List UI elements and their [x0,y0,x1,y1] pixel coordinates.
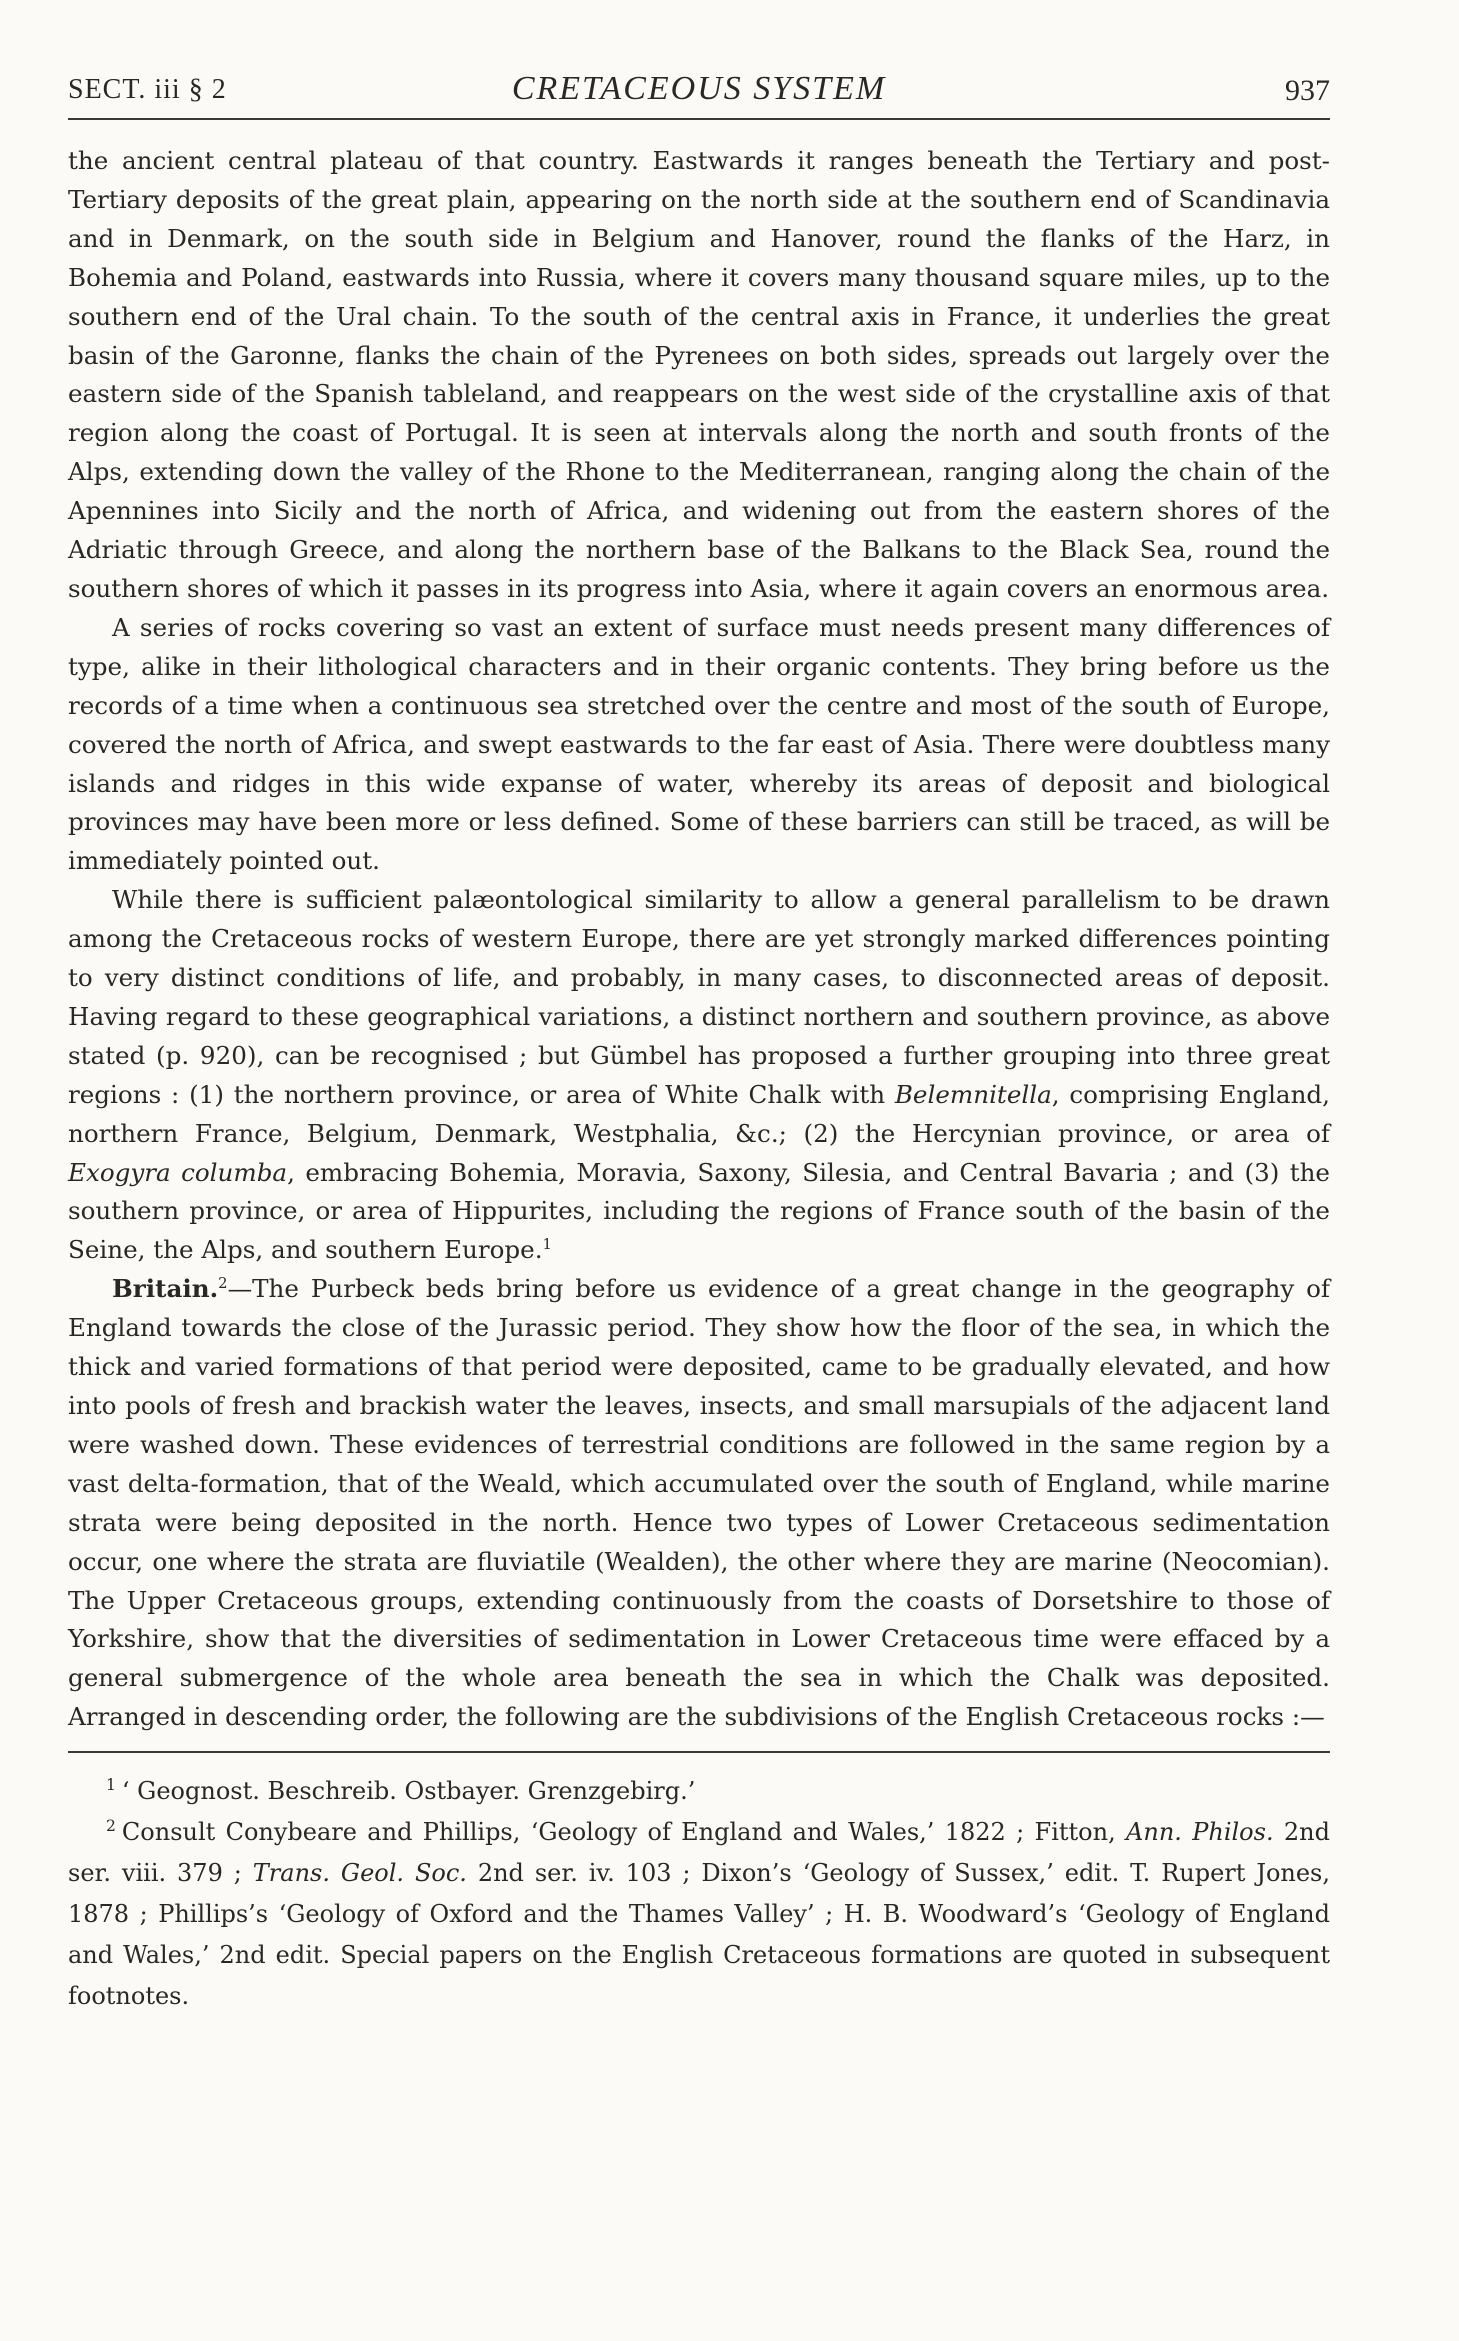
footnote-2-mark: 2 [106,1817,116,1836]
footnotes [68,1771,1330,2017]
paragraph-3 [68,881,1330,1270]
footnote-1-text: ‘ Geognost. Beschreib. Ostbayer. Grenzgebirg.’ [121,1777,696,1806]
footnote-2 [68,1812,1330,2017]
section-heading-britain: Britain. [112,1274,219,1304]
footnote-2-journal-ann: Ann. Philos. [1126,1818,1274,1847]
footnote-2-text-c: 2nd ser. iv. 103 ; Dixon’s ‘Geology of Sussex,’ edit. T. Rupert Jones, 1878 ; Phillips’s ‘Geology of Oxford and the Thames Valley’ ; H. B. Woodward’s ‘Geology of England and Wales,’ 2nd edit. Special papers on the English Cretaceous formations are quoted in subsequent footnotes. [68,1859,1331,2011]
footnote-ref-2[interactable]: 2 [218,1275,228,1293]
paragraph-4 [68,1270,1330,1737]
footnote-1 [68,1771,1330,1812]
paragraph-2: A series of rocks covering so vast an extent of surface must needs present many differences of type, alike in their lithological characters and in their organic contents. They bring before us the records of a time when a continuous sea stretched over the centre and most of the south of Europe, covered the north of Africa, and swept eastwards to the far east of Asia. There were doubtless many islands and ridges in this wide expanse of water, whereby its areas of deposit and biological provinces may have been more or less defined. Some of these barriers can still be traced, as will be immediately pointed out. [68,612,1330,876]
book-page [68,70,1330,2017]
page-number: 937 [1285,74,1330,107]
running-title: CRETACEOUS SYSTEM [511,70,887,107]
paragraph-4-text: —The Purbeck beds bring before us evidence of a great change in the geography of England towards the close of the Jurassic period. They show how the floor of the sea, in which the thick and varied formations of that period were deposited, came to be gradually elevated, and how into pools of fresh and brackish water the leaves, insects, and small marsupials of the adjacent land were washed down. These evidences of terrestrial conditions are followed in the same region by a vast delta-formation, that of the Weald, which accumulated over the south of England, while marine strata were being deposited in the north. Hence two types of Lower Cretaceous sedimentation occur, one where the strata are fluviatile (Wealden), the other where they are marine (Neocomian). The Upper Cretaceous groups, extending continuously from the coasts of Dorsetshire to those of Yorkshire, show that the diversities of sedimentation in Lower Cretaceous time were effaced by a general submergence of the whole area beneath the sea in which the Chalk was deposited. Arranged in descending order, the following are the subdivisions of the English Cretaceous rocks :— [68,1274,1330,1732]
species-exogyra-columba: Exogyra columba [68,1157,288,1187]
body-text [68,142,1330,1737]
running-header [68,70,1330,120]
genus-belemnitella: Belemnitella [894,1079,1052,1109]
footnote-ref-1[interactable]: 1 [542,1236,552,1254]
footnote-2-text-a: Consult Conybeare and Phillips, ‘Geology of England and Wales,’ 1822 ; Fitton, [121,1818,1127,1847]
paragraph-1: the ancient central plateau of that country. Eastwards it ranges beneath the Tertiary and post-Tertiary deposits of the great plain, appearing on the north side at the southern end of Scandinavia and in Denmark, on the south side in Belgium and Hanover, round the flanks of the Harz, in Bohemia and Poland, eastwards into Russia, where it covers many thousand square miles, up to the southern end of the Ural chain. To the south of the central axis in France, it underlies the great basin of the Garonne, flanks the chain of the Pyrenees on both sides, spreads out largely over the eastern side of the Spanish tableland, and reappears on the west side of the crystalline axis of that region along the coast of Portugal. It is seen at intervals along the north and south fronts of the Alps, extending down the valley of the Rhone to the Mediterranean, ranging along the chain of the Apennines into Sicily and the north of Africa, and widening out from the eastern shores of the Adriatic through Greece, and along the northern base of the Balkans to the Black Sea, round the southern shores of which it passes in its progress into Asia, where it again covers an enormous area. [68,146,1330,603]
footnote-2-text-b: 2nd ser. viii. 379 ; [68,1818,1331,1888]
paragraph-3-text-c: , embracing Bohemia, Moravia, Saxony, Silesia, and Central Bavaria ; and (3) the southern province, or area of Hippurites, including the regions of France south of the basin of the Seine, the Alps, and southern Europe. [68,1157,1330,1265]
footnote-1-mark: 1 [106,1776,116,1795]
paragraph-3-text-a: While there is sufficient palæontological similarity to allow a general parallelism to be drawn among the Cretaceous rocks of western Europe, there are yet strongly marked differences pointing to very distinct conditions of life, and probably, in many cases, to disconnected areas of deposit. Having regard to these geographical variations, a distinct northern and southern province, as above stated (p. 920), can be recognised ; but Gümbel has proposed a further grouping into three great regions : (1) the northern province, or area of White Chalk with [68,885,1330,1109]
footnote-divider [68,1751,1330,1753]
paragraph-3-text-b: , comprising England, northern France, Belgium, Denmark, Westphalia, &c.; (2) the Hercynian province, or area of [68,1079,1330,1148]
section-label: SECT. iii § 2 [68,74,227,105]
footnote-2-journal-trans: Trans. Geol. Soc. [252,1859,467,1888]
